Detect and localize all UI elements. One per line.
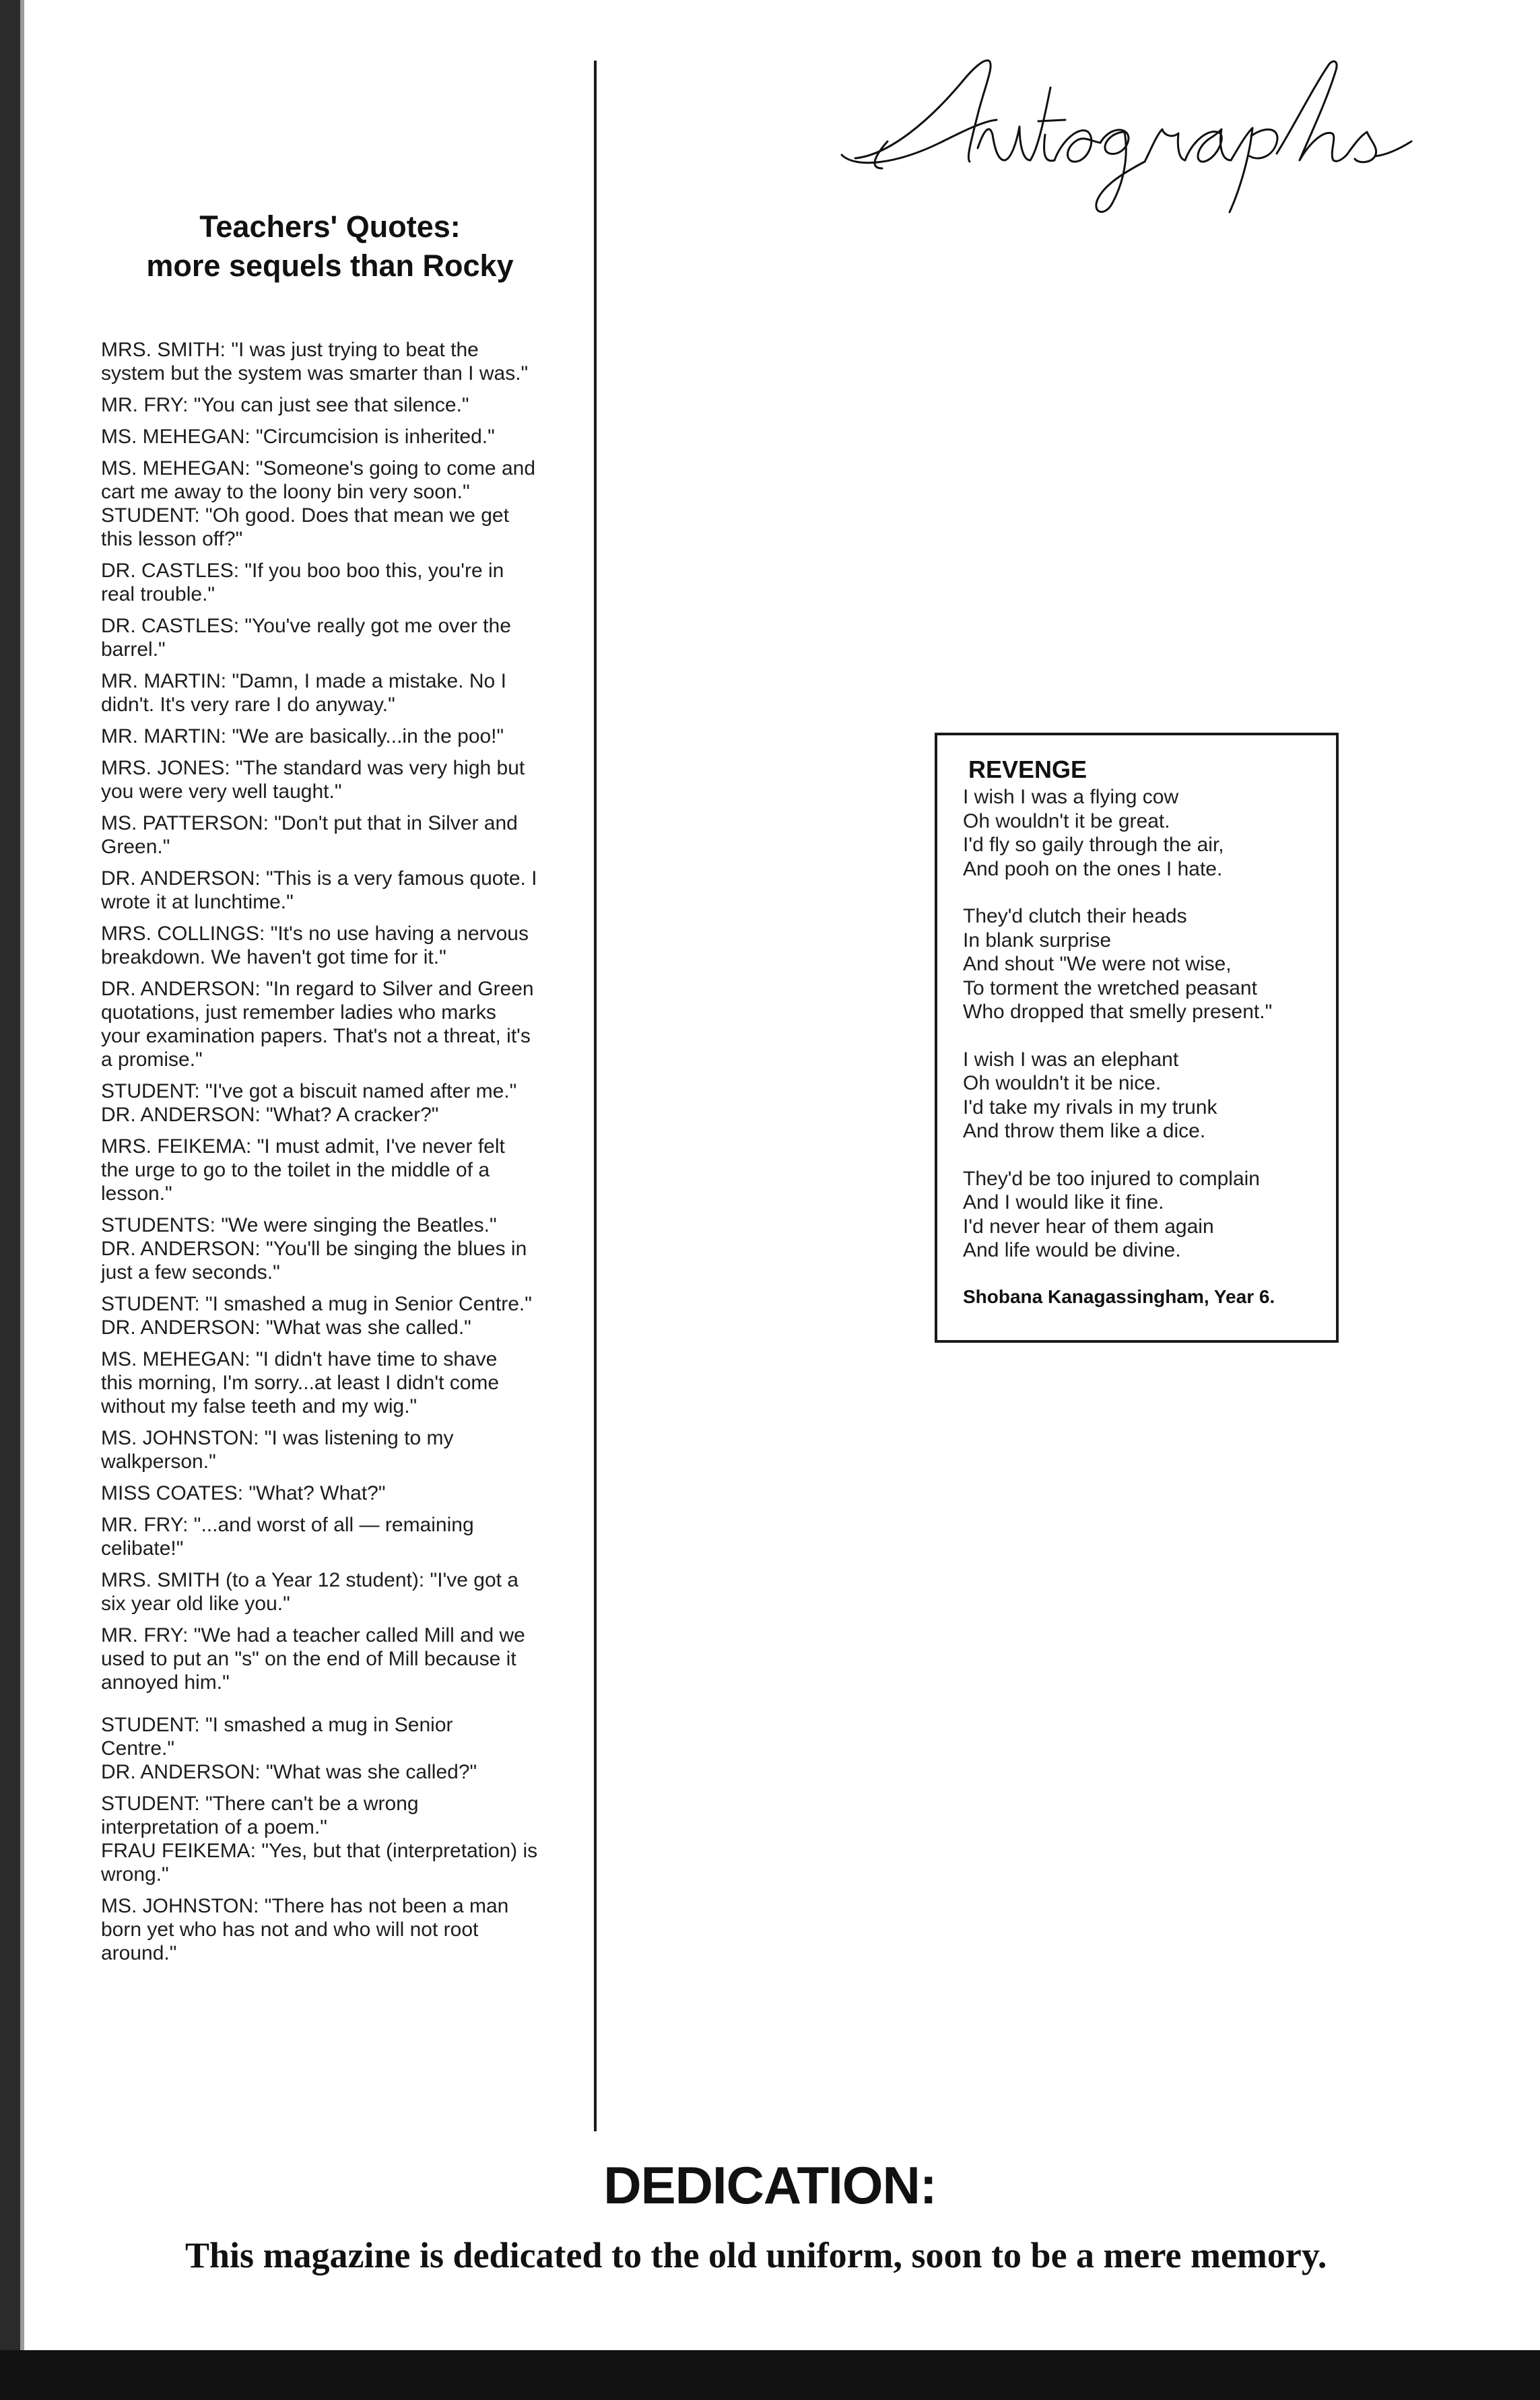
quote-line: DR. ANDERSON: "What was she called?" bbox=[101, 1761, 477, 1783]
quote-line: MRS. SMITH (to a Year 12 student): "I've got a bbox=[101, 1569, 518, 1591]
poem-line: In blank surprise bbox=[963, 929, 1112, 952]
quote-line: FRAU FEIKEMA: "Yes, but that (interpretation) is bbox=[101, 1840, 538, 1862]
quote-line: MS. MEHEGAN: "Circumcision is inherited." bbox=[101, 426, 495, 448]
quote-item bbox=[101, 1894, 579, 1965]
poem-line: And throw them like a dice. bbox=[963, 1120, 1206, 1142]
quote-line: MISS COATES: "What? What?" bbox=[101, 1482, 386, 1504]
quotes-list bbox=[101, 338, 579, 1973]
quote-item bbox=[101, 922, 579, 969]
poem-line: And I would like it fine. bbox=[963, 1191, 1164, 1213]
quote-line: interpretation of a poem." bbox=[101, 1816, 327, 1838]
quote-line: cart me away to the loony bin very soon." bbox=[101, 481, 470, 503]
quote-item bbox=[101, 756, 579, 803]
quote-line: DR. CASTLES: "You've really got me over the bbox=[101, 615, 511, 637]
quote-line: MR. FRY: "...and worst of all — remaining bbox=[101, 1514, 474, 1536]
quote-line: STUDENTS: "We were singing the Beatles." bbox=[101, 1214, 497, 1236]
quote-item bbox=[101, 393, 579, 417]
quote-line: MR. FRY: "You can just see that silence." bbox=[101, 394, 469, 416]
quote-line: this lesson off?" bbox=[101, 528, 243, 550]
quote-item bbox=[101, 1481, 579, 1505]
quote-line: MR. FRY: "We had a teacher called Mill and we bbox=[101, 1624, 525, 1646]
quote-line: DR. ANDERSON: "What was she called." bbox=[101, 1316, 471, 1339]
quote-item bbox=[101, 1624, 579, 1694]
quote-line: MR. MARTIN: "Damn, I made a mistake. No I bbox=[101, 670, 506, 692]
dedication-text: This magazine is dedicated to the old uniform, soon to be a mere memory. bbox=[185, 2235, 1327, 2275]
quote-line: breakdown. We haven't got time for it." bbox=[101, 946, 446, 968]
quote-line: DR. ANDERSON: "This is a very famous quote. I bbox=[101, 867, 537, 890]
quote-item bbox=[101, 1213, 579, 1284]
poem-line: I wish I was an elephant bbox=[963, 1048, 1179, 1071]
poem-line: They'd clutch their heads bbox=[963, 905, 1187, 927]
poem-line: I'd never hear of them again bbox=[963, 1215, 1214, 1238]
quote-line: wrote it at lunchtime." bbox=[101, 891, 294, 913]
quote-line: DR. ANDERSON: "You'll be singing the blues in bbox=[101, 1238, 527, 1260]
quotes-title-line: more sequels than Rocky bbox=[146, 248, 514, 283]
quote-item bbox=[101, 1513, 579, 1560]
quote-line: MRS. COLLINGS: "It's no use having a nervous bbox=[101, 923, 529, 945]
quote-line: didn't. It's very rare I do anyway." bbox=[101, 694, 395, 716]
quote-line: barrel." bbox=[101, 638, 166, 661]
quote-line: you were very well taught." bbox=[101, 780, 342, 803]
quote-line: MRS. SMITH: "I was just trying to beat the bbox=[101, 339, 479, 361]
poem-title: REVENGE bbox=[968, 756, 1087, 783]
quote-item bbox=[101, 338, 579, 385]
quote-item bbox=[101, 1347, 579, 1418]
quote-line: celibate!" bbox=[101, 1537, 184, 1560]
quote-item bbox=[101, 725, 579, 748]
quote-line: STUDENT: "There can't be a wrong bbox=[101, 1793, 419, 1815]
quote-line: a promise." bbox=[101, 1048, 203, 1071]
quote-line: STUDENT: "I smashed a mug in Senior Centre." bbox=[101, 1293, 532, 1315]
poem-line: To torment the wretched peasant bbox=[963, 976, 1257, 999]
quote-line: just a few seconds." bbox=[101, 1261, 280, 1284]
binding-edge-shadow bbox=[20, 0, 24, 2400]
quote-line: the urge to go to the toilet in the middle of a bbox=[101, 1159, 490, 1181]
dedication-heading: DEDICATION: bbox=[603, 2156, 937, 2215]
quote-line: MR. MARTIN: "We are basically...in the poo!" bbox=[101, 725, 504, 747]
poem-line: Who dropped that smelly present." bbox=[963, 1001, 1273, 1023]
quote-line: walkperson." bbox=[101, 1451, 216, 1473]
column-divider bbox=[594, 61, 597, 2131]
autographs-script-title bbox=[828, 40, 1502, 215]
quote-line: used to put an "s" on the end of Mill because it bbox=[101, 1648, 516, 1670]
quote-line: annoyed him." bbox=[101, 1671, 230, 1694]
poem-stanza bbox=[963, 1167, 1327, 1263]
quote-item bbox=[101, 977, 579, 1071]
quote-item bbox=[101, 1426, 579, 1473]
quote-line: Green." bbox=[101, 836, 170, 858]
quote-item bbox=[101, 811, 579, 859]
quote-line: STUDENT: "I smashed a mug in Senior bbox=[101, 1714, 453, 1736]
quote-line: born yet who has not and who will not root bbox=[101, 1919, 479, 1941]
quote-line: MS. MEHEGAN: "Someone's going to come and bbox=[101, 457, 535, 479]
quote-line: lesson." bbox=[101, 1182, 172, 1205]
quote-line: six year old like you." bbox=[101, 1593, 290, 1615]
page-bottom-edge bbox=[0, 2350, 1540, 2400]
quote-item bbox=[101, 1135, 579, 1205]
quote-line: STUDENT: "I've got a biscuit named after me." bbox=[101, 1080, 517, 1102]
quote-item bbox=[101, 1792, 579, 1886]
binding-edge bbox=[0, 0, 20, 2400]
quote-item bbox=[101, 867, 579, 914]
quote-line: DR. CASTLES: "If you boo boo this, you're in bbox=[101, 560, 504, 582]
poem-line: And shout "We were not wise, bbox=[963, 953, 1232, 975]
quote-line: without my false teeth and my wig." bbox=[101, 1395, 417, 1418]
poem-author: Shobana Kanagassingham, Year 6. bbox=[963, 1286, 1275, 1307]
quote-line: this morning, I'm sorry...at least I didn't come bbox=[101, 1372, 500, 1394]
poem-line: I'd take my rivals in my trunk bbox=[963, 1096, 1217, 1119]
quote-line: system but the system was smarter than I was." bbox=[101, 362, 529, 385]
poem-line: And pooh on the ones I hate. bbox=[963, 857, 1223, 880]
poem-stanza bbox=[963, 785, 1327, 881]
poem-box bbox=[935, 733, 1339, 1343]
quotes-title-line: Teachers' Quotes: bbox=[199, 209, 461, 244]
poem-line: And life would be divine. bbox=[963, 1239, 1181, 1261]
quote-item bbox=[101, 1713, 579, 1784]
poem-line: They'd be too injured to complain bbox=[963, 1167, 1260, 1190]
poem-line: Oh wouldn't it be great. bbox=[963, 809, 1170, 832]
quote-line: MRS. FEIKEMA: "I must admit, I've never felt bbox=[101, 1135, 505, 1158]
quote-item bbox=[101, 457, 579, 551]
quote-line: MS. MEHEGAN: "I didn't have time to shave bbox=[101, 1348, 498, 1370]
quote-item bbox=[101, 1292, 579, 1339]
quote-line: STUDENT: "Oh good. Does that mean we get bbox=[101, 504, 509, 527]
quote-item bbox=[101, 669, 579, 716]
poem-stanza bbox=[963, 1048, 1327, 1143]
quote-item bbox=[101, 559, 579, 606]
quote-line: Centre." bbox=[101, 1737, 175, 1760]
quote-line: MS. JOHNSTON: "There has not been a man bbox=[101, 1895, 509, 1917]
poem-body bbox=[963, 785, 1327, 1286]
quote-item bbox=[101, 1079, 579, 1127]
poem-stanza bbox=[963, 904, 1327, 1024]
quote-item bbox=[101, 1568, 579, 1615]
quote-line: DR. ANDERSON: "What? A cracker?" bbox=[101, 1104, 439, 1126]
quote-item bbox=[101, 614, 579, 661]
quote-line: around." bbox=[101, 1942, 177, 1964]
quote-line: wrong." bbox=[101, 1863, 169, 1886]
quote-line: DR. ANDERSON: "In regard to Silver and Green bbox=[101, 978, 534, 1000]
quote-line: quotations, just remember ladies who marks bbox=[101, 1001, 496, 1024]
quote-line: MRS. JONES: "The standard was very high but bbox=[101, 757, 525, 779]
poem-line: Oh wouldn't it be nice. bbox=[963, 1072, 1162, 1094]
poem-line: I wish I was a flying cow bbox=[963, 786, 1179, 808]
poem-line: I'd fly so gaily through the air, bbox=[963, 834, 1224, 856]
quote-line: MS. JOHNSTON: "I was listening to my bbox=[101, 1427, 454, 1449]
quote-item bbox=[101, 425, 579, 448]
quote-line: your examination papers. That's not a threat, it's bbox=[101, 1025, 531, 1047]
quote-line: MS. PATTERSON: "Don't put that in Silver and bbox=[101, 812, 518, 834]
quotes-title bbox=[94, 207, 566, 286]
quote-line: real trouble." bbox=[101, 583, 215, 605]
